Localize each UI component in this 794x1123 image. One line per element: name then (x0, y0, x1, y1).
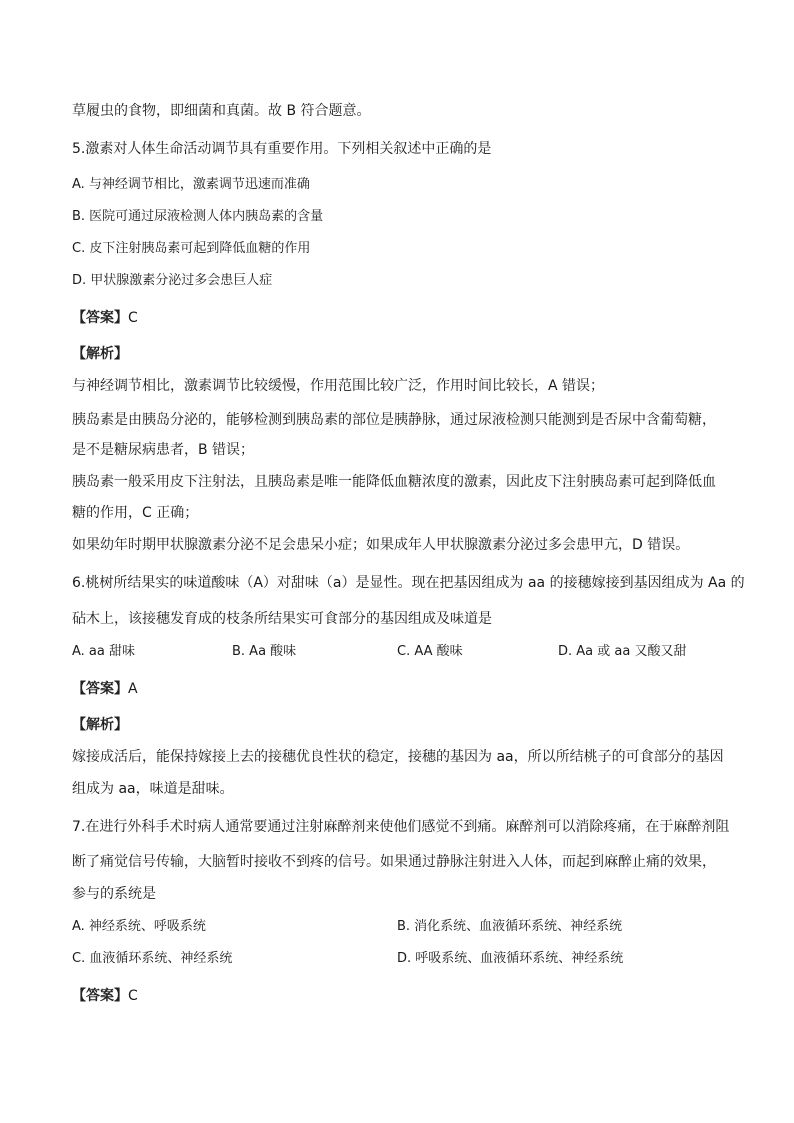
question-7-cont: 参与的系统是 (72, 886, 156, 902)
answer-label: 【答案】 (72, 988, 128, 1004)
answer-6 (72, 679, 138, 699)
answer-7 (72, 986, 138, 1006)
option-7d: D. 呼吸系统、血液循环系统、神经系统 (397, 951, 624, 966)
option-7c: C. 血液循环系统、神经系统 (72, 951, 233, 966)
answer-value: C (128, 310, 138, 326)
question-5: 5.激素对人体生命活动调节具有重要作用。下列相关叙述中正确的是 (72, 141, 492, 157)
answer-5 (72, 308, 138, 328)
answer-label: 【答案】 (72, 681, 128, 697)
explanation-line: 胰岛素是由胰岛分泌的，能够检测到胰岛素的部位是胰静脉，通过尿液检测只能测到是否尿中含葡萄糖， (72, 412, 716, 428)
analysis-label: 【解析】 (72, 346, 128, 362)
explanation-line: 组成为 aa，味道是甜味。 (72, 781, 234, 797)
answer-value: A (128, 681, 138, 697)
option-7a: A. 神经系统、呼吸系统 (72, 919, 206, 934)
answer-label: 【答案】 (72, 310, 128, 326)
explanation-line: 如果幼年时期甲状腺激素分泌不足会患呆小症；如果成年人甲状腺激素分泌过多会患甲亢，D 错误。 (72, 537, 690, 553)
option-5d: D. 甲状腺激素分泌过多会患巨人症 (72, 273, 273, 288)
option-5c: C. 皮下注射胰岛素可起到降低血糖的作用 (72, 241, 311, 256)
question-6-cont: 砧木上，该接穗发育成的枝条所结果实可食部分的基因组成及味道是 (72, 611, 492, 627)
explanation-line: 糖的作用，C 正确； (72, 505, 199, 521)
explanation-line: 是不是糖尿病患者，B 错误； (72, 442, 255, 458)
text-line: 草履虫的食物，即细菌和真菌。故 B 符合题意。 (72, 103, 371, 119)
option-6d: D. Aa 或 aa 又酸又甜 (558, 644, 687, 659)
question-7: 7.在进行外科手术时病人通常要通过注射麻醉剂来使他们感觉不到痛。麻醉剂可以消除疼痛，在于麻醉剂阻 (72, 819, 730, 835)
answer-value: C (128, 988, 138, 1004)
option-5b: B. 医院可通过尿液检测人体内胰岛素的含量 (72, 209, 324, 224)
option-6c: C. AA 酸味 (397, 644, 463, 659)
explanation-line: 与神经调节相比，激素调节比较缓慢，作用范围比较广泛，作用时间比较长，A 错误； (72, 378, 605, 394)
option-6a: A. aa 甜味 (72, 644, 135, 659)
option-5a: A. 与神经调节相比，激素调节迅速而准确 (72, 177, 310, 192)
question-6: 6.桃树所结果实的味道酸味（A）对甜味（a）是显性。现在把基因组成为 aa 的接穗嫁接到基因组成为 Aa 的 (72, 575, 745, 591)
explanation-line: 胰岛素一般采用皮下注射法，且胰岛素是唯一能降低血糖浓度的激素，因此皮下注射胰岛素可起到降低血 (72, 474, 716, 490)
option-7b: B. 消化系统、血液循环系统、神经系统 (397, 919, 623, 934)
explanation-line: 嫁接成活后，能保持嫁接上去的接穗优良性状的稳定，接穗的基因为 aa，所以所结桃子的可食部分的基因 (72, 749, 724, 765)
option-6b: B. Aa 酸味 (232, 644, 297, 659)
analysis-label: 【解析】 (72, 717, 128, 733)
question-7-cont: 断了痛觉信号传输，大脑暂时接收不到疼的信号。如果通过静脉注射进入人体，而起到麻醉止痛的效果， (72, 854, 716, 870)
